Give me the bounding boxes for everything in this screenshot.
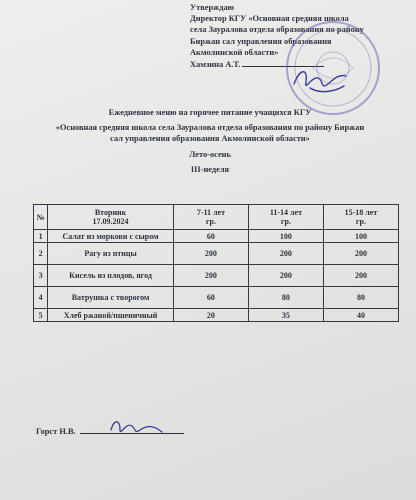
row-portion-11-14: 80 [248,287,323,309]
table-row [34,287,399,309]
week-label: III-неделя [190,165,230,175]
row-number: 1 [34,230,48,243]
table-row [34,243,399,265]
header-age-7-11-label: 7-11 лет [196,208,226,217]
row-portion-11-14: 35 [248,309,323,322]
school-name [10,123,410,145]
menu-table [33,204,399,322]
header-age-7-11-unit: гр. [205,217,216,226]
header-date: 17.09.2024 [92,217,129,226]
row-portion-15-18: 200 [323,243,398,265]
row-number: 3 [34,265,48,287]
header-age-15-18-unit: гр. [355,217,367,226]
header-age-11-14-unit: гр. [280,217,291,226]
header-age-11-14-label: 11-14 лет [269,208,303,217]
row-portion-7-11: 20 [173,309,248,322]
header-age-15-18-label: 15-18 лет [344,208,378,217]
row-dish: Хлеб ржаной/пшеничный [48,309,174,322]
school-name-line1: «Основная средняя школа села Зауралова отдела образования по району Биржан [55,122,365,132]
row-dish: Салат из моркови с сыром [48,230,174,243]
row-portion-11-14: 200 [248,243,323,265]
row-portion-11-14: 200 [248,265,323,287]
season-label: Лето-осень [189,150,231,160]
table-row [34,230,399,243]
approval-region-line: Акмолинской области» [190,47,279,57]
header-day [48,205,174,230]
row-portion-7-11: 60 [173,287,248,309]
table-row [34,265,399,287]
approval-director-line: Директор КГУ «Основная средняя школа [190,14,349,24]
row-portion-7-11: 200 [173,265,248,287]
row-dish: Ватрушка с творогом [48,287,174,309]
table-row [34,309,399,322]
approval-label: Утверждаю [190,3,235,12]
approval-signatory-name: Хамзина А.Т. [190,60,241,70]
header-day-name: Вторник [94,208,127,217]
row-number: 4 [34,287,48,309]
footer-name: Горст Н.В. [36,427,76,436]
footer-signature [108,416,164,440]
header-number: № [34,205,48,230]
row-portion-15-18: 80 [323,287,398,309]
row-dish: Рагу из птицы [48,243,174,265]
menu-title: Ежедневное меню на горячее питание учащихся КГУ [108,108,312,117]
row-number: 5 [34,309,48,322]
header-age-7-11 [173,205,248,230]
row-dish: Кисель из плодов, ягод [48,265,174,287]
menu-header [10,108,410,176]
header-age-11-14 [248,205,323,230]
header-age-15-18 [323,205,398,230]
approval-school-line: села Зауралова отдела образования по району [190,25,364,35]
row-number: 2 [34,243,48,265]
row-portion-15-18: 100 [323,230,398,243]
row-portion-7-11: 60 [173,230,248,243]
row-portion-7-11: 200 [173,243,248,265]
row-portion-11-14: 100 [248,230,323,243]
row-portion-15-18: 40 [323,309,398,322]
row-portion-15-18: 200 [323,265,398,287]
school-name-line2: сал управления образования Акмолинской области» [110,133,310,143]
director-signature [290,64,350,100]
table-header-row [34,205,399,230]
approval-dept-line: Биржан сал управления образования [190,36,332,46]
